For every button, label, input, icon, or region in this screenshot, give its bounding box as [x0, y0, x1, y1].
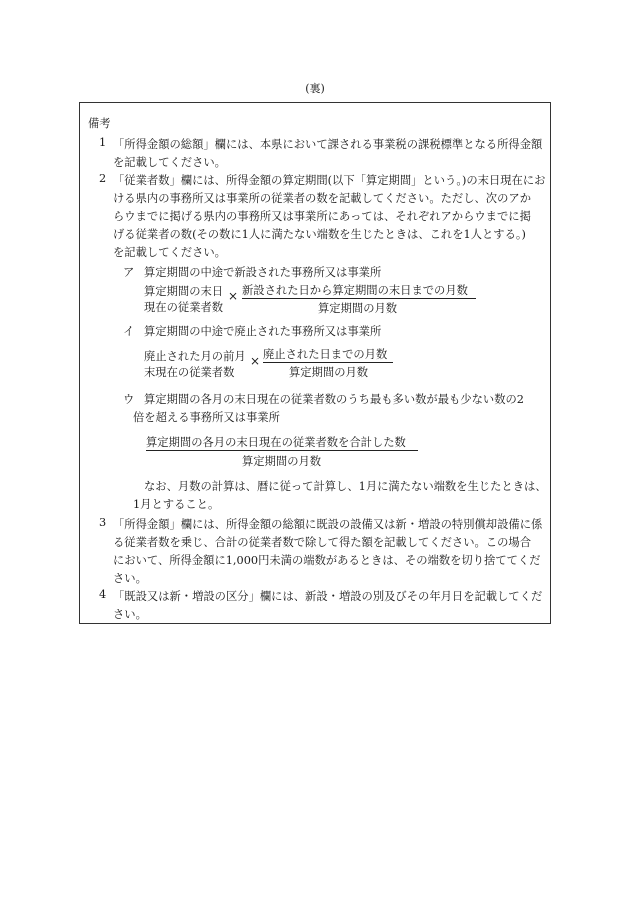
multiply-sign: ×: [228, 289, 239, 303]
subitem-u-numerator: 算定期間の各月の末日現在の従業者数を合計した数: [146, 436, 406, 449]
fraction-bar: [263, 362, 393, 363]
item-4-line: さい。: [113, 608, 147, 621]
item-3-line: 「所得金額」欄には、所得金額の総額に既設の設備又は新・増設の特別償却設備に係: [113, 518, 543, 531]
item-3-line: において、所得金額に1,000円未満の端数があるときは、その端数を切り捨ててくだ: [113, 554, 541, 567]
remarks-heading: 備考: [88, 117, 111, 130]
remarks-box: [79, 102, 551, 624]
item-2-line: らウまでに掲げる県内の事務所又は事業所にあっては、それぞれアからウまでに掲: [113, 210, 531, 223]
subitem-i-numerator: 廃止された日までの月数: [263, 348, 388, 361]
fraction-bar: [146, 450, 418, 451]
subitem-a-denominator: 算定期間の月数: [318, 302, 398, 315]
item-2-line: 「従業者数」欄には、所得金額の算定期間(以下「算定期間」という。)の末日現在にお: [113, 174, 546, 187]
note-line: 1月とすること。: [133, 498, 220, 511]
fraction-bar: [242, 298, 476, 299]
subitem-i-factor-line2: 末現在の従業者数: [144, 366, 235, 379]
subitem-u-text-line1: 算定期間の各月の末日現在の従業者数のうち最も多い数が最も少ない数の2: [144, 393, 524, 406]
item-4-number: 4: [99, 588, 107, 601]
subitem-i-text: 算定期間の中途で廃止された事務所又は事業所: [144, 325, 382, 338]
subitem-a-factor-line2: 現在の従業者数: [144, 301, 224, 314]
item-3-line: る従業者数を乗じ、合計の従業者数で除して得た額を記載してください。この場合: [113, 536, 531, 549]
note-line: なお、月数の計算は、暦に従って計算し、1月に満たない端数を生じたときは、: [144, 480, 547, 493]
item-2-line: ける県内の事務所又は事業所の従業者の数を記載してください。ただし、次のアか: [113, 192, 531, 205]
subitem-u-denominator: 算定期間の月数: [242, 455, 322, 468]
item-2-line: を記載してください。: [113, 246, 226, 259]
subitem-a-factor-line1: 算定期間の末日: [144, 285, 224, 298]
subitem-i-factor-line1: 廃止された月の前月: [144, 350, 246, 363]
item-2-line: げる従業者の数(その数に1人に満たない端数を生じたときは、これを1人とする。): [113, 228, 526, 241]
subitem-i-denominator: 算定期間の月数: [289, 366, 369, 379]
subitem-u-label: ウ: [123, 393, 135, 406]
subitem-a-numerator: 新設された日から算定期間の末日までの月数: [242, 284, 468, 297]
item-1-line: 「所得金額の総額」欄には、本県において課される事業税の課税標準となる所得金額: [113, 138, 543, 151]
item-1-line: を記載してください。: [113, 156, 226, 169]
subitem-u-text-line2: 倍を超える事務所又は事業所: [133, 411, 280, 424]
subitem-a-text: 算定期間の中途で新設された事務所又は事業所: [144, 266, 382, 279]
item-1-number: 1: [99, 136, 107, 149]
item-3-number: 3: [99, 516, 107, 529]
page-label: (裏): [305, 82, 325, 95]
multiply-sign: ×: [250, 354, 261, 368]
item-3-line: さい。: [113, 572, 147, 585]
item-4-line: 「既設又は新・増設の区分」欄には、新設・増設の別及びその年月日を記載してくだ: [113, 590, 543, 603]
subitem-i-label: イ: [123, 325, 135, 338]
item-2-number: 2: [99, 172, 107, 185]
subitem-a-label: ア: [123, 266, 135, 279]
